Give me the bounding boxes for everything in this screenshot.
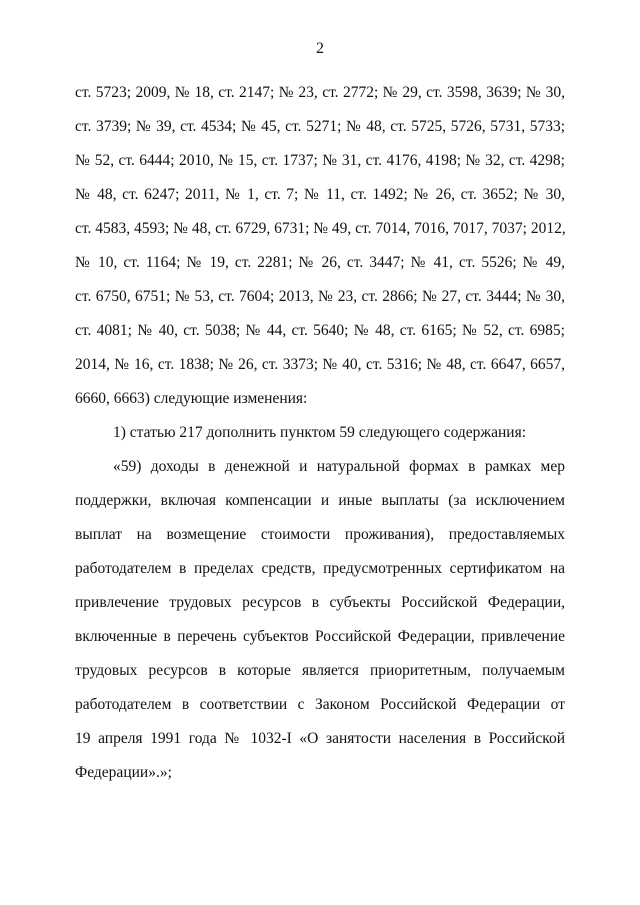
text-line: Федерации».»; (75, 764, 172, 781)
text-line: выплат на возмещение стоимости проживания), предоставляемых (75, 526, 565, 543)
page-number: 2 (316, 40, 324, 57)
text-line: 2014, № 16, ст. 1838; № 26, ст. 3373; № 40, ст. 5316; № 48, ст. 6647, 6657, (75, 356, 565, 373)
text-line: привлечение трудовых ресурсов в субъекты Российской Федерации, (75, 594, 565, 611)
text-line: ст. 6750, 6751; № 53, ст. 7604; 2013, № 23, ст. 2866; № 27, ст. 3444; № 30, (75, 288, 565, 305)
text-line: № 10, ст. 1164; № 19, ст. 2281; № 26, ст. 3447; № 41, ст. 5526; № 49, (75, 254, 565, 271)
text-line: ст. 4583, 4593; № 48, ст. 6729, 6731; № 49, ст. 7014, 7016, 7017, 7037; 2012, (75, 220, 566, 237)
text-line: № 52, ст. 6444; 2010, № 15, ст. 1737; № 31, ст. 4176, 4198; № 32, ст. 4298; (75, 152, 565, 169)
text-line: поддержки, включая компенсации и иные выплаты (за исключением (75, 492, 565, 509)
text-line: ст. 5723; 2009, № 18, ст. 2147; № 23, ст. 2772; № 29, ст. 3598, 3639; № 30, (75, 84, 565, 101)
text-line: 19 апреля 1991 года № 1032-I «О занятости населения в Российской (75, 730, 565, 747)
text-line: «59) доходы в денежной и натуральной формах в рамках мер (113, 458, 565, 475)
text-line: работодателем в соответствии с Законом Российской Федерации от (75, 696, 565, 713)
text-line: работодателем в пределах средств, предусмотренных сертификатом на (75, 560, 565, 577)
text-line: трудовых ресурсов в которые является приоритетным, получаемым (75, 662, 565, 679)
text-line: 6660, 6663) следующие изменения: (75, 390, 308, 407)
list-item-heading: 1) статью 217 дополнить пунктом 59 следующего содержания: (113, 424, 527, 441)
text-line: ст. 3739; № 39, ст. 4534; № 45, ст. 5271; № 48, ст. 5725, 5726, 5731, 5733; (75, 118, 565, 135)
text-line: ст. 4081; № 40, ст. 5038; № 44, ст. 5640; № 48, ст. 6165; № 52, ст. 6985; (75, 322, 565, 339)
text-line: включенные в перечень субъектов Российской Федерации, привлечение (75, 628, 565, 645)
text-line: № 48, ст. 6247; 2011, № 1, ст. 7; № 11, ст. 1492; № 26, ст. 3652; № 30, (75, 186, 565, 203)
body-text (75, 76, 565, 790)
